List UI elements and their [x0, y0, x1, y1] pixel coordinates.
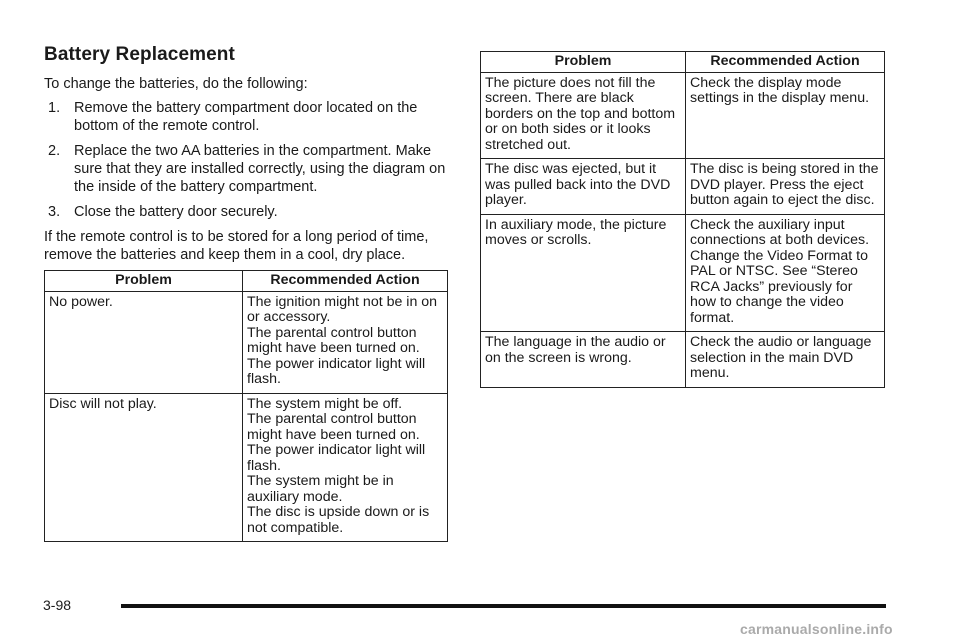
- troubleshooting-table-left: [44, 270, 448, 542]
- table-row: [45, 291, 448, 393]
- storage-note: If the remote control is to be stored for a long period of time, remove the batteries and keep them in a cool, dry place.: [44, 229, 429, 263]
- table-row: [481, 159, 885, 215]
- troubleshooting-table-right: [480, 51, 885, 388]
- footer-rule: [121, 604, 886, 608]
- header-problem: Problem: [45, 271, 243, 292]
- problem-cell: The language in the audio or on the screen is wrong.: [481, 332, 686, 388]
- right-column: [480, 51, 885, 388]
- problem-cell: The disc was ejected, but it was pulled back into the DVD player.: [481, 159, 686, 215]
- watermark-text: carmanualsonline.info: [740, 621, 893, 637]
- step-item: 2. Replace the two AA batteries in the compartment. Make sure that they are installed correctly, using the diagram on the inside of the battery compartment.: [48, 143, 446, 195]
- table-header-row: [481, 52, 885, 73]
- table-row: [45, 393, 448, 542]
- action-cell: The disc is being stored in the DVD player. Press the eject button again to eject the disc.: [686, 159, 885, 215]
- action-cell: Check the auxiliary input connections at both devices. Change the Video Format to PAL or NTSC. See “Stereo RCA Jacks” previously for how to change the video format.: [686, 214, 885, 332]
- header-recommended-action: Recommended Action: [686, 52, 885, 73]
- page-number: 3-98: [43, 597, 72, 613]
- table-header-row: [45, 271, 448, 292]
- table-row: [481, 72, 885, 159]
- header-recommended-action: Recommended Action: [243, 271, 448, 292]
- header-problem: Problem: [481, 52, 686, 73]
- left-column: [44, 44, 448, 542]
- problem-cell: Disc will not play.: [45, 393, 243, 542]
- step-item: 1. Remove the battery compartment door located on the bottom of the remote control.: [48, 100, 418, 134]
- table-row: [481, 214, 885, 332]
- action-cell: The ignition might not be in on or accessory. The parental control button might have been turned on. The power indicator light will flash.: [243, 291, 448, 393]
- action-cell: Check the audio or language selection in the main DVD menu.: [686, 332, 885, 388]
- step-item: 3. Close the battery door securely.: [48, 204, 278, 220]
- intro-text: To change the batteries, do the following:: [44, 76, 308, 92]
- steps-list: [44, 99, 448, 221]
- action-cell: Check the display mode settings in the display menu.: [686, 72, 885, 159]
- action-cell: The system might be off. The parental control button might have been turned on. The power indicator light will flash. The system might be in auxiliary mode. The disc is upside down or is not compatible.: [243, 393, 448, 542]
- problem-cell: The picture does not fill the screen. There are black borders on the top and bottom or on both sides or it looks stretched out.: [481, 72, 686, 159]
- table-row: [481, 332, 885, 388]
- section-title: Battery Replacement: [44, 44, 235, 65]
- problem-cell: No power.: [45, 291, 243, 393]
- problem-cell: In auxiliary mode, the picture moves or scrolls.: [481, 214, 686, 332]
